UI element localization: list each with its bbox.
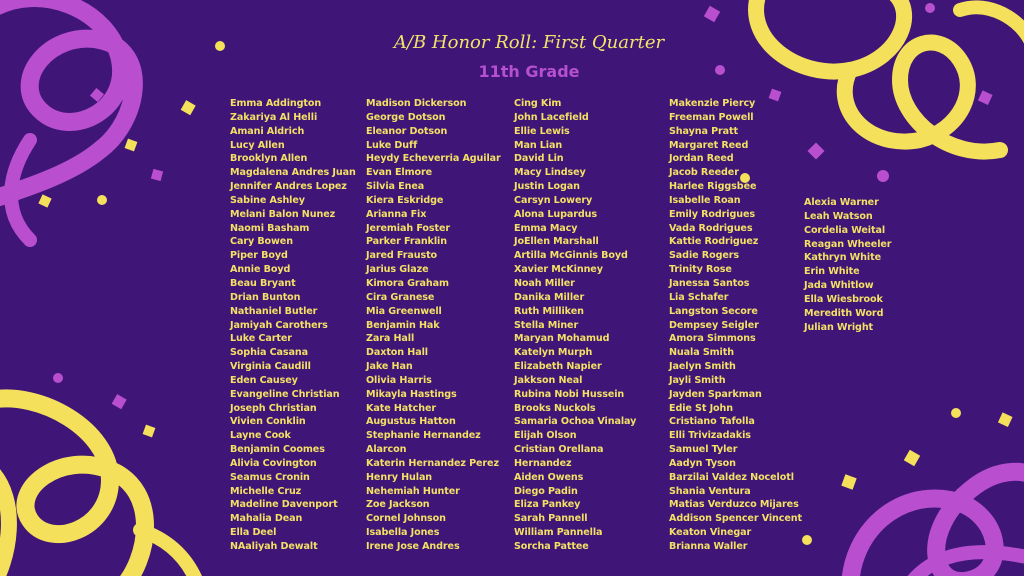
student-name: Xavier McKinney xyxy=(514,264,603,276)
student-name: Janessa Santos xyxy=(669,277,750,289)
student-name: Maryan Mohamud xyxy=(514,333,610,345)
student-name: Isabelle Roan xyxy=(669,194,741,206)
student-name: Vivien Conklin xyxy=(230,416,306,428)
student-name: Julian Wright xyxy=(804,321,874,333)
name-column-4 xyxy=(669,97,802,554)
student-name: Jayli Smith xyxy=(669,374,726,386)
student-name: Harlee Riggsbee xyxy=(669,181,757,193)
student-name: Silvia Enea xyxy=(366,181,425,193)
grade-subtitle: 11th Grade xyxy=(478,62,580,81)
student-name: Diego Padin xyxy=(514,485,578,497)
student-name: Shayna Pratt xyxy=(669,125,739,137)
student-name: Parker Franklin xyxy=(366,236,447,248)
student-name: Ella Deel xyxy=(230,527,277,539)
student-name: Alexia Warner xyxy=(804,197,879,208)
student-name: Kiera Eskridge xyxy=(366,194,444,206)
student-name: Magdalena Andres Juan xyxy=(230,167,356,179)
student-name: Nehemiah Hunter xyxy=(366,485,460,497)
student-name: Lia Schafer xyxy=(669,291,729,303)
student-name: Barzilai Valdez Nocelotl xyxy=(669,471,794,483)
student-name: Alona Lupardus xyxy=(514,208,597,220)
student-name: Amora Simmons xyxy=(669,333,756,345)
student-name: Mahalia Dean xyxy=(230,513,303,525)
student-name: Cristiano Tafolla xyxy=(669,416,755,428)
name-column-3 xyxy=(514,97,636,554)
student-name: Nuala Smith xyxy=(669,347,734,359)
student-name: Irene Jose Andres xyxy=(366,541,460,552)
student-name: Kathryn White xyxy=(804,252,881,264)
student-name: Rubina Nobi Hussein xyxy=(514,388,625,400)
student-name: Evangeline Christian xyxy=(230,388,340,400)
student-name: Danika Miller xyxy=(514,291,585,303)
student-name: Man Lian xyxy=(514,139,563,151)
student-name: Katerin Hernandez Perez xyxy=(366,457,499,469)
student-name: Kate Hatcher xyxy=(366,402,436,414)
student-name: Eleanor Dotson xyxy=(366,125,448,137)
student-name: John Lacefield xyxy=(514,111,589,123)
student-name: Luke Carter xyxy=(230,333,292,345)
student-name: Cing Kim xyxy=(514,98,562,109)
student-name: Kimora Graham xyxy=(366,277,449,289)
page-title: A/B Honor Roll: First Quarter xyxy=(393,32,665,53)
student-name: Justin Logan xyxy=(514,181,580,193)
student-name: Aadyn Tyson xyxy=(669,457,736,469)
student-name: Mia Greenwell xyxy=(366,305,442,317)
student-name: Jakkson Neal xyxy=(514,374,583,386)
student-name: Sarah Pannell xyxy=(514,513,588,525)
student-name: Eliza Pankey xyxy=(514,499,581,511)
student-name: Samuel Tyler xyxy=(669,444,738,456)
student-name: Luke Duff xyxy=(366,139,418,151)
student-name: Freeman Powell xyxy=(669,111,754,123)
name-column-5 xyxy=(804,196,891,334)
ribbon-bottom-left xyxy=(0,398,200,576)
student-name: Henry Hulan xyxy=(366,471,433,483)
student-name: Daxton Hall xyxy=(366,347,428,359)
student-name: Olivia Harris xyxy=(366,374,432,386)
student-name: NAaliyah Dewalt xyxy=(230,541,318,552)
student-name: Matias Verduzco Mijares xyxy=(669,499,799,511)
student-name: Elijah Olson xyxy=(514,430,577,442)
student-name: Trinity Rose xyxy=(669,264,732,276)
student-name: Langston Secore xyxy=(669,305,758,317)
student-name: Virginia Caudill xyxy=(230,361,311,373)
student-name: Elli Trivizadakis xyxy=(669,430,751,442)
student-name: Shania Ventura xyxy=(669,485,751,497)
student-name: Isabella Jones xyxy=(366,527,440,539)
student-name: Sabine Ashley xyxy=(230,194,305,206)
student-name: Amani Aldrich xyxy=(230,125,305,137)
student-name: Ruth Milliken xyxy=(514,305,584,317)
student-name: Joseph Christian xyxy=(230,402,317,414)
student-name: Jake Han xyxy=(366,361,413,373)
student-name: Artilla McGinnis Boyd xyxy=(514,250,628,262)
student-name: Kattie Rodriguez xyxy=(669,236,759,248)
student-name: Lucy Allen xyxy=(230,139,285,151)
student-name: Cordelia Weital xyxy=(804,224,886,236)
student-name: Cristian Orellana xyxy=(514,444,604,456)
student-name: Jacob Reeder xyxy=(669,167,739,179)
student-name: Vada Rodrigues xyxy=(669,222,753,234)
student-name: Arianna Fix xyxy=(366,208,427,220)
student-name: Sophia Casana xyxy=(230,347,309,359)
student-name: Cornel Johnson xyxy=(366,513,446,525)
student-name: Zara Hall xyxy=(366,333,415,345)
student-name: Michelle Cruz xyxy=(230,485,302,497)
student-name: Stephanie Hernandez xyxy=(366,430,481,442)
student-name: Emma Macy xyxy=(514,222,578,234)
student-name: Benjamin Hak xyxy=(366,319,440,331)
student-name: David Lin xyxy=(514,153,564,165)
student-name: Macy Lindsey xyxy=(514,167,586,179)
student-name: Augustus Hatton xyxy=(366,416,456,428)
student-name: Sorcha Pattee xyxy=(514,541,589,552)
student-name: Seamus Cronin xyxy=(230,471,310,483)
ribbon-bottom-right xyxy=(850,472,1024,576)
student-name: Elizabeth Napier xyxy=(514,361,602,373)
student-name: Jennifer Andres Lopez xyxy=(230,181,347,193)
student-name: Evan Elmore xyxy=(366,167,433,179)
student-name: George Dotson xyxy=(366,111,446,123)
student-name: Jeremiah Foster xyxy=(366,222,451,234)
student-name: Sadie Rogers xyxy=(669,250,739,262)
student-name: Jayden Sparkman xyxy=(669,388,762,400)
student-name: Eden Causey xyxy=(230,374,298,386)
student-name: Erin White xyxy=(804,266,860,278)
student-name: Emily Rodrigues xyxy=(669,208,756,220)
student-name: Layne Cook xyxy=(230,430,291,442)
student-name: Brooks Nuckols xyxy=(514,402,596,414)
student-name: Ella Wiesbrook xyxy=(804,293,883,305)
student-name: Mikayla Hastings xyxy=(366,388,457,400)
student-name: Leah Watson xyxy=(804,210,873,222)
student-name: Jamiyah Carothers xyxy=(230,319,328,331)
student-name: Ellie Lewis xyxy=(514,125,570,137)
student-name: Katelyn Murph xyxy=(514,347,593,359)
student-name: Stella Miner xyxy=(514,319,579,331)
name-column-2 xyxy=(366,97,501,554)
student-name: Naomi Basham xyxy=(230,222,310,234)
student-name: Brianna Waller xyxy=(669,541,748,552)
student-name: Beau Bryant xyxy=(230,277,296,289)
student-name: Annie Boyd xyxy=(230,264,291,276)
student-name: Addison Spencer Vincent xyxy=(669,513,802,525)
student-name: Hernandez xyxy=(514,457,572,469)
student-name: Heydy Echeverria Aguilar xyxy=(366,153,501,165)
student-name: Madison Dickerson xyxy=(366,98,467,109)
student-name: Jada Whitlow xyxy=(804,280,874,292)
student-name: Dempsey Seigler xyxy=(669,319,759,331)
student-name: Cira Granese xyxy=(366,291,435,303)
student-name: Alivia Covington xyxy=(230,457,317,469)
student-name: JoEllen Marshall xyxy=(514,236,599,248)
student-name: Benjamin Coomes xyxy=(230,444,325,456)
student-name: Carsyn Lowery xyxy=(514,194,593,206)
student-name: Emma Addington xyxy=(230,98,322,109)
student-name: Edie St John xyxy=(669,402,734,414)
student-name: Alarcon xyxy=(366,444,407,456)
student-name: Zakariya Al Helli xyxy=(230,111,318,123)
student-name: Aiden Owens xyxy=(514,471,584,483)
student-name: Cary Bowen xyxy=(230,236,293,248)
student-name: Keaton Vinegar xyxy=(669,527,752,539)
student-name: Drian Bunton xyxy=(230,291,301,303)
student-name: Jarius Glaze xyxy=(366,264,429,276)
student-name: Melani Balon Nunez xyxy=(230,208,336,220)
student-name: Jordan Reed xyxy=(669,153,734,165)
student-name: Piper Boyd xyxy=(230,250,288,262)
student-name: Nathaniel Butler xyxy=(230,305,318,317)
student-name: Samaria Ochoa Vinalay xyxy=(514,416,637,428)
student-name: Madeline Davenport xyxy=(230,499,338,511)
student-name: Zoe Jackson xyxy=(366,499,430,511)
student-name: Jaelyn Smith xyxy=(669,361,736,373)
student-name: Reagan Wheeler xyxy=(804,238,892,250)
student-name: Makenzie Piercy xyxy=(669,98,756,109)
student-name: Noah Miller xyxy=(514,277,575,289)
student-name: William Pannella xyxy=(514,527,603,539)
name-column-1 xyxy=(230,97,356,554)
student-name: Meredith Word xyxy=(804,307,884,319)
student-name: Margaret Reed xyxy=(669,139,749,151)
student-name: Brooklyn Allen xyxy=(230,153,308,165)
student-name: Jared Frausto xyxy=(366,250,438,262)
